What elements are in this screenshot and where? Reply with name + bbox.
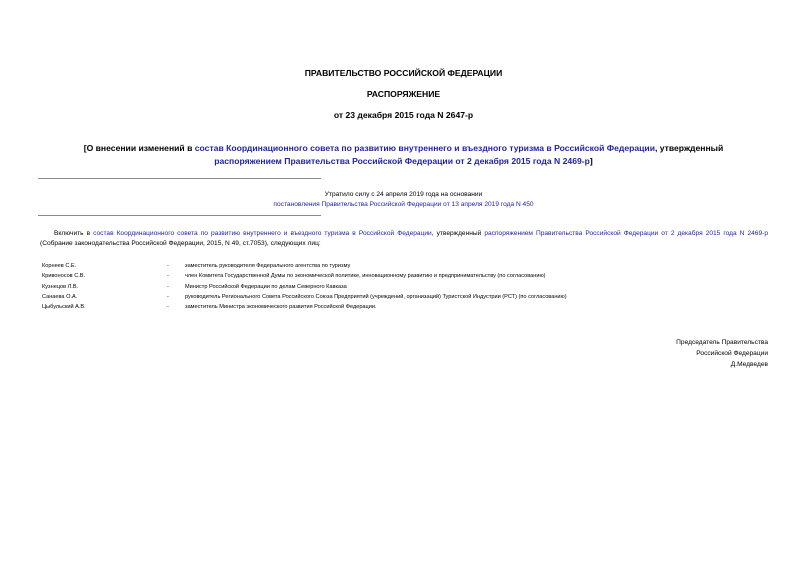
title-council-composition-link[interactable]: состав Координационного совета по развитию внутреннего и въездного туризма в Российской Федерации — [194, 143, 655, 153]
table-row — [42, 304, 567, 314]
title-order-2469-link[interactable]: распоряжением Правительства Российской Федерации от 2 декабря 2015 года N 2469-р — [214, 156, 590, 166]
signature-organization: Российской Федерации — [696, 350, 768, 357]
member-name: Кривоносов С.В. — [42, 273, 86, 280]
table-row — [42, 294, 567, 304]
intro-council-composition-link[interactable]: состав Координационного совета по развитию внутреннего и въездного туризма в Российской Федерации — [93, 230, 432, 237]
member-name: Кузнецов Л.В. — [42, 283, 79, 290]
title-open-bracket: [ — [83, 143, 87, 153]
table-row — [42, 284, 567, 294]
intro-text-1: Включить в — [54, 230, 94, 237]
table-row — [42, 273, 567, 283]
intro-text-2: , утвержденный — [431, 230, 485, 237]
title-text-1: О внесении изменений в — [86, 143, 195, 153]
status-note-text: Утратило силу с 24 апреля 2019 года на основании — [324, 191, 483, 198]
signature-title: Председатель Правительства — [676, 339, 768, 346]
member-dash: - — [167, 304, 169, 311]
signature-name: Д.Медведев — [730, 361, 768, 368]
document-date-number: от 23 декабря 2015 года N 2647-р — [333, 110, 474, 120]
member-position: заместитель Министра экономического развития Российской Федерации. — [185, 304, 377, 311]
member-position: Министр Российской Федерации по делам Северного Кавказа — [185, 283, 347, 290]
intro-paragraph — [40, 229, 768, 249]
resolution-450-link[interactable]: постановления Правительства Российской Федерации от 13 апреля 2019 года N 450 — [273, 201, 534, 208]
intro-text-3: (Собрание законодательства Российской Федерации, 2015, N 49, ст.7053), следующих лиц: — [40, 240, 321, 247]
member-dash: - — [167, 293, 169, 300]
status-note — [0, 190, 807, 210]
intro-order-2469-link[interactable]: распоряжением Правительства Российской Федерации от 2 декабря 2015 года N 2469-р — [484, 230, 769, 237]
document-type-heading: РАСПОРЯЖЕНИЕ — [366, 89, 441, 99]
title-text-2: , утвержденный — [654, 143, 724, 153]
member-dash: - — [167, 283, 169, 290]
title-close-bracket: ] — [589, 156, 593, 166]
table-row — [42, 263, 567, 273]
government-heading: ПРАВИТЕЛЬСТВО РОССИЙСКОЙ ФЕДЕРАЦИИ — [304, 68, 503, 78]
member-name: Санаева О.А. — [42, 293, 78, 300]
signature-block — [568, 337, 768, 370]
document-title — [60, 142, 747, 168]
member-name: Корнеев С.Е. — [42, 263, 77, 269]
member-name: Цыбульский А.В. — [42, 304, 86, 311]
divider-top — [38, 178, 321, 179]
member-dash: - — [167, 263, 169, 269]
member-position: член Комитета Государственной Думы по экономической политике, инновационному развитию и предпринимательству (по согласованию) — [185, 273, 546, 280]
divider-bottom — [38, 215, 321, 216]
member-position: заместитель руководителя Федерального агентства по туризму — [185, 263, 351, 269]
member-position: руководитель Регионального Совета Российского Союза Предприятий (учреждений, организаций) Туристской Индустрии (РСТ) (по согласованию) — [185, 293, 567, 300]
members-table — [42, 263, 567, 314]
member-dash: - — [167, 273, 169, 280]
